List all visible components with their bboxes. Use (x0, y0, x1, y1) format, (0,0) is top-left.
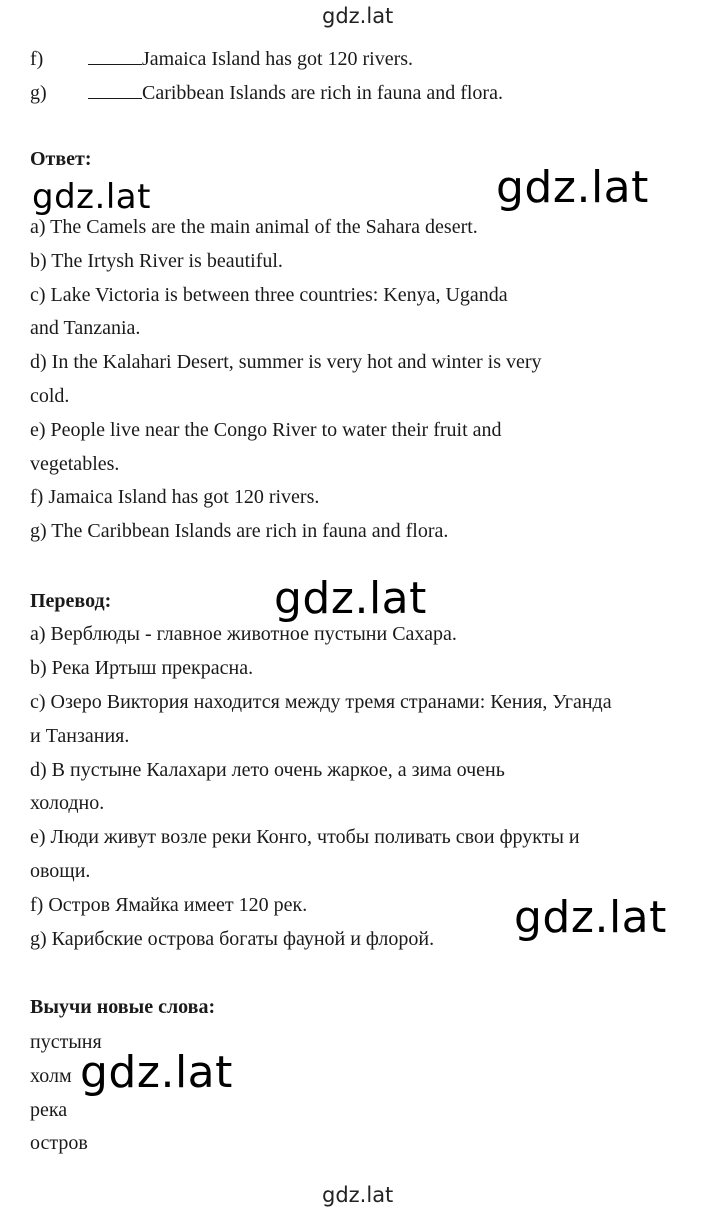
task-item-label: g) (30, 82, 47, 104)
watermark-translation: gdz.lat (274, 573, 427, 624)
translation-heading: Перевод: (30, 590, 112, 612)
translation-line: e) Люди живут возле реки Конго, чтобы поливать свои фрукты и (30, 826, 580, 848)
answer-line: e) People live near the Congo River to water their fruit and (30, 419, 502, 441)
task-item-f (30, 47, 413, 71)
vocabulary-word: холм (30, 1065, 72, 1087)
translation-line: и Танзания. (30, 725, 130, 747)
watermark-vocabulary: gdz.lat (80, 1047, 233, 1098)
task-item-text: Caribbean Islands are rich in fauna and flora. (142, 82, 503, 104)
vocabulary-word: река (30, 1099, 68, 1121)
answer-line: cold. (30, 385, 70, 407)
answer-line: a) The Camels are the main animal of the Sahara desert. (30, 216, 478, 238)
watermark-answer-right: gdz.lat (496, 162, 649, 213)
translation-line: b) Река Иртыш прекрасна. (30, 657, 254, 679)
translation-line: a) Верблюды - главное животное пустыни Сахара. (30, 623, 457, 645)
translation-line: овощи. (30, 860, 91, 882)
answer-line: g) The Caribbean Islands are rich in fauna and flora. (30, 520, 449, 542)
answer-line: c) Lake Victoria is between three countries: Kenya, Uganda (30, 284, 508, 306)
task-item-label: f) (30, 48, 44, 70)
translation-line: g) Карибские острова богаты фауной и флорой. (30, 928, 435, 950)
translation-line: f) Остров Ямайка имеет 120 рек. (30, 894, 308, 916)
answer-blank (88, 48, 142, 65)
answer-line: b) The Irtysh River is beautiful. (30, 250, 283, 272)
translation-line: холодно. (30, 792, 105, 814)
task-item-g (30, 81, 503, 105)
answer-line: d) In the Kalahari Desert, summer is very hot and winter is very (30, 351, 542, 373)
answer-line: vegetables. (30, 453, 120, 475)
translation-line: d) В пустыне Калахари лето очень жаркое, а зима очень (30, 759, 505, 781)
answer-heading: Ответ: (30, 148, 92, 170)
watermark-bottom: gdz.lat (322, 1183, 394, 1207)
watermark-answer-left: gdz.lat (32, 177, 151, 217)
vocabulary-heading: Выучи новые слова: (30, 996, 216, 1018)
watermark-top: gdz.lat (322, 4, 394, 28)
task-item-text: Jamaica Island has got 120 rivers. (142, 48, 414, 70)
vocabulary-word: пустыня (30, 1031, 102, 1053)
watermark-translation-right: gdz.lat (514, 892, 667, 943)
answer-line: and Tanzania. (30, 317, 141, 339)
answer-line: f) Jamaica Island has got 120 rivers. (30, 486, 320, 508)
translation-line: c) Озеро Виктория находится между тремя странами: Кения, Уганда (30, 691, 612, 713)
answer-blank (88, 82, 142, 99)
vocabulary-word: остров (30, 1132, 88, 1154)
